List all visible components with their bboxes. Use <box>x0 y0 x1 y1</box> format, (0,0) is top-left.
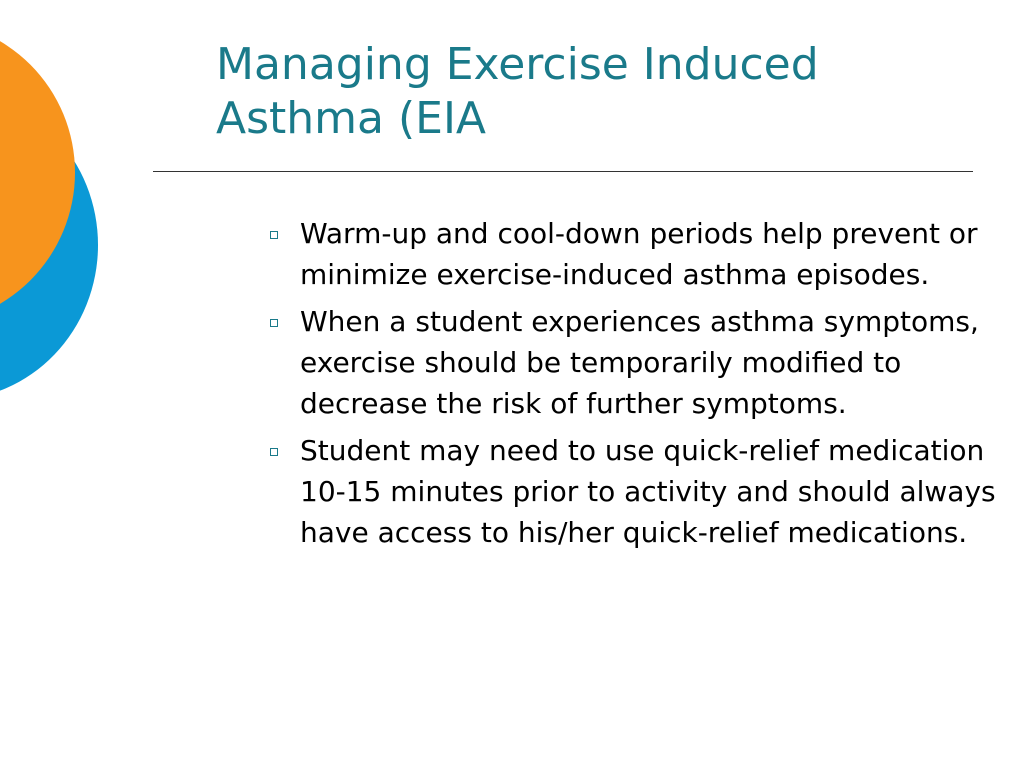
bullet-list <box>270 213 1015 559</box>
bullet-item <box>270 213 1015 295</box>
slide-title: Managing Exercise Induced Asthma (EIA <box>216 39 819 144</box>
bullet-text: Warm-up and cool-down periods help prevent or minimize exercise-induced asthma episodes. <box>300 217 978 291</box>
bullet-item <box>270 301 1015 424</box>
title-divider <box>153 171 973 172</box>
hollow-square-bullet-icon <box>270 448 278 456</box>
bullet-item <box>270 430 1015 553</box>
bullet-text: When a student experiences asthma symptoms, exercise should be temporarily modified to decrease the risk of further symptoms. <box>300 305 979 420</box>
bullet-text: Student may need to use quick-relief medication 10-15 minutes prior to activity and should always have access to his/her quick-relief medications. <box>300 434 996 549</box>
hollow-square-bullet-icon <box>270 319 278 327</box>
hollow-square-bullet-icon <box>270 231 278 239</box>
